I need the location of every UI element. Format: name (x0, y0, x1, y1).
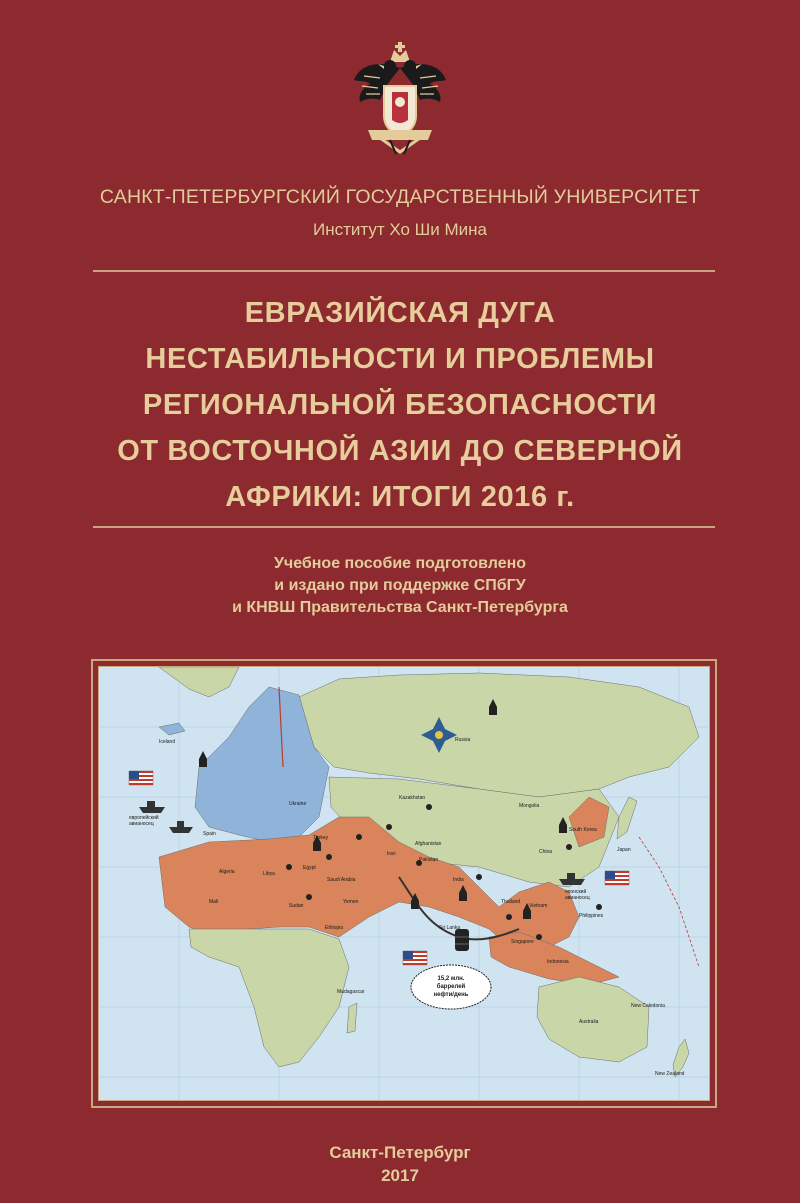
map-label: Russia (455, 737, 471, 743)
oil-callout-line: баррелей (436, 984, 466, 990)
title-line: АФРИКИ: ИТОГИ 2016 г. (225, 481, 575, 513)
map-label: China (539, 849, 553, 855)
publication-year: 2017 (381, 1166, 419, 1185)
map-label: Spain (203, 831, 216, 837)
map-label: Mali (209, 899, 219, 905)
map-label: Madagascar (337, 989, 365, 995)
subtitle-line: и КНВШ Правительства Санкт-Петербурга (232, 599, 568, 616)
map-label: Iceland (159, 739, 176, 745)
map-label: Australia (579, 1019, 599, 1025)
map-label: Afghanistan (415, 841, 442, 847)
map-label: Ukraine (289, 801, 307, 807)
map-label: India (453, 877, 464, 883)
map-label: Vietnam (529, 903, 548, 909)
title-line: ЕВРАЗИЙСКАЯ ДУГА (244, 297, 556, 329)
institute-name: Институт Хо Ши Мина (312, 220, 487, 239)
us-flag-icon (129, 771, 153, 785)
map-label: Algeria (219, 869, 235, 875)
european-fleet-label: европейский (129, 815, 159, 821)
map-label: Yemen (343, 899, 359, 905)
warship-icon (169, 821, 193, 833)
map-label: Iran (387, 851, 396, 857)
map-label: Libya (263, 871, 275, 877)
map-label: Singapore (511, 939, 534, 945)
map-label: South Korea (569, 827, 597, 833)
book-title (40, 290, 760, 520)
map-label: Turkey (313, 835, 329, 841)
top-divider (93, 270, 715, 272)
map-svg (99, 667, 710, 1101)
university-emblem-icon (350, 40, 450, 158)
map-label: Ethiopia (325, 925, 344, 931)
map-label: Indonesia (547, 959, 569, 965)
map-label: Philippines (579, 913, 604, 919)
map-label: Egypt (303, 865, 316, 871)
map-label: Mongolia (519, 803, 540, 809)
us-flag-icon (403, 951, 427, 965)
publication-city: Санкт-Петербург (329, 1143, 471, 1162)
pacific-fleet-label: японский (565, 889, 587, 895)
map-label: Pakistan (419, 857, 439, 863)
map-label: Thailand (501, 899, 521, 905)
oil-barrel-icon (455, 929, 469, 951)
title-line: РЕГИОНАЛЬНОЙ БЕЗОПАСНОСТИ (142, 389, 658, 421)
bottom-divider (93, 526, 715, 528)
title-line: ОТ ВОСТОЧНОЙ АЗИИ ДО СЕВЕРНОЙ (117, 435, 683, 467)
map-label: Kazakhstan (399, 795, 426, 801)
subtitle-line: Учебное пособие подготовлено (273, 555, 527, 572)
book-subtitle (0, 553, 800, 619)
map-label: Saudi Arabia (327, 877, 356, 883)
oil-callout-line: 15,2 млн. (437, 976, 465, 982)
map-label: Sri Lanka (439, 925, 461, 931)
map-label: Sudan (289, 903, 304, 909)
european-fleet-label: авианосец (129, 821, 154, 827)
oil-callout-line: нефти/день (433, 992, 469, 998)
warship-icon (139, 801, 165, 813)
map-label: New Caledonia (631, 1003, 665, 1009)
world-map (98, 666, 710, 1101)
us-flag-icon (605, 871, 629, 885)
title-line: НЕСТАБИЛЬНОСТИ И ПРОБЛЕМЫ (145, 343, 655, 375)
pacific-fleet-label: авианосец (565, 895, 590, 901)
subtitle-line: и издано при поддержке СПбГУ (274, 577, 526, 594)
map-label: New Zealand (655, 1071, 685, 1077)
university-name: САНКТ-ПЕТЕРБУРГСКИЙ ГОСУДАРСТВЕННЫЙ УНИВЕРСИТЕТ (99, 186, 701, 208)
map-label: Japan (617, 847, 631, 853)
